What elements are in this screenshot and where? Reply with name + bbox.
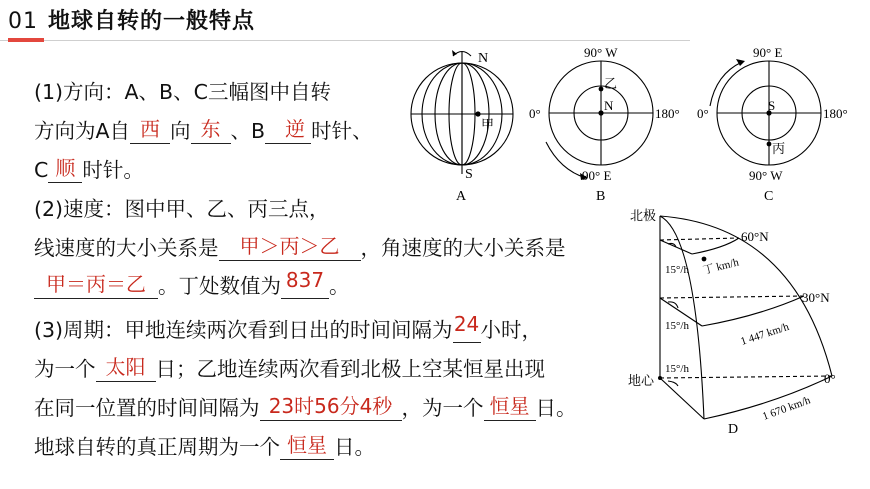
p3-l4-post: 日。 bbox=[334, 435, 375, 459]
answer-blank-true-period bbox=[280, 435, 334, 460]
answer-blank-b bbox=[265, 119, 311, 144]
fig-d-speed-60-unit: km/h bbox=[715, 256, 741, 274]
equator-radius-back bbox=[660, 376, 832, 378]
answer-angular-speed: 甲＝丙＝乙 bbox=[46, 272, 146, 296]
pole-point bbox=[598, 110, 603, 115]
fig-d-label: D bbox=[728, 422, 739, 437]
fig-d-speed-60 bbox=[702, 255, 741, 277]
p1-a-sep: 、B bbox=[230, 119, 266, 143]
fig-c-bottom-label: 90° W bbox=[749, 168, 783, 183]
answer-linear-speed: 甲＞丙＞乙 bbox=[239, 234, 340, 258]
fig-a-n-label: N bbox=[478, 51, 489, 66]
answer-blank-angular-speed bbox=[34, 274, 158, 299]
answer-blank-sidereal-time bbox=[260, 396, 402, 421]
answer-24h: 24 bbox=[453, 312, 480, 336]
answer-blank-solar-day bbox=[96, 357, 156, 382]
fig-d-angular-speed-0: 15°/h bbox=[665, 363, 689, 375]
answer-west: 西 bbox=[140, 117, 161, 141]
p3-l2-pre: 为一个 bbox=[34, 357, 96, 381]
fig-b-point-label: 乙 bbox=[604, 76, 618, 91]
fig-d-angular-speed-30: 15°/h bbox=[665, 320, 689, 332]
fig-a-s-label: S bbox=[465, 167, 473, 182]
fig-b-bottom-label: 90° E bbox=[582, 168, 612, 183]
fig-d-speed-0: 1 670 km/h bbox=[760, 394, 813, 423]
answer-b: 逆 bbox=[285, 117, 306, 141]
lat30-arc bbox=[702, 296, 804, 326]
answer-ding: 837 bbox=[285, 268, 325, 292]
p2-line3 bbox=[34, 269, 350, 299]
figure-c-polar-south bbox=[692, 44, 858, 206]
fig-d-lat60-label: 60°N bbox=[741, 229, 769, 244]
fig-d-angular-speed-60: 15°/h bbox=[665, 264, 689, 276]
fig-d-lat30-label: 30°N bbox=[802, 290, 830, 305]
p2-l3-mid: 。丁处数值为 bbox=[158, 274, 281, 298]
section-title bbox=[8, 4, 255, 35]
fig-b-right-label: 180° bbox=[655, 106, 680, 121]
p3-line1 bbox=[34, 313, 542, 343]
answer-blank-24h bbox=[453, 312, 481, 343]
lat30-radius-back bbox=[660, 296, 804, 298]
answer-blank-east bbox=[191, 119, 231, 144]
angle-mark bbox=[668, 381, 678, 386]
point-bing bbox=[767, 142, 772, 147]
p1-a-mid: 向 bbox=[170, 119, 191, 143]
p1-b-post: 时针、 bbox=[311, 119, 373, 143]
point-ding bbox=[702, 257, 707, 262]
answer-true-period: 恒星 bbox=[287, 433, 327, 457]
fig-c-left-label: 0° bbox=[697, 106, 709, 121]
lat60-arc bbox=[692, 238, 739, 254]
section-title-text: 地球自转的一般特点 bbox=[48, 9, 256, 34]
front-meridian bbox=[660, 216, 704, 419]
fig-c-center-label: S bbox=[768, 98, 776, 113]
fig-b-label: B bbox=[596, 189, 606, 204]
earth-center-point bbox=[658, 376, 662, 380]
answer-solar-day: 太阳 bbox=[105, 355, 146, 379]
title-divider bbox=[0, 40, 690, 41]
p2-line2 bbox=[34, 231, 566, 261]
p3-l2-post: 日；乙地连续两次看到北极上空某恒星出现 bbox=[155, 357, 545, 381]
p1-a-pre: 方向为A自 bbox=[34, 119, 131, 143]
p3-l4-pre: 地球自转的真正周期为一个 bbox=[34, 435, 280, 459]
figure-a-globe bbox=[400, 44, 530, 204]
answer-c: 顺 bbox=[55, 156, 76, 180]
fig-c-top-label: 90° E bbox=[753, 45, 783, 60]
fig-c-right-label: 180° bbox=[823, 106, 848, 121]
p2-l2-post: ，角速度的大小关系是 bbox=[360, 236, 566, 260]
fig-b-center-label: N bbox=[604, 98, 614, 113]
fig-b-top-label: 90° W bbox=[584, 45, 618, 60]
p2-l2-pre: 线速度的大小关系是 bbox=[34, 236, 219, 260]
fig-b-left-label: 0° bbox=[529, 106, 541, 121]
p3-l1-pre: (3)周期：甲地连续两次看到日出的时间间隔为 bbox=[34, 318, 453, 342]
answer-blank-linear-speed bbox=[219, 236, 361, 261]
p2-line1: (2)速度：图中甲、乙、丙三点， bbox=[34, 197, 330, 221]
p3-l3-mid: ，为一个 bbox=[401, 396, 484, 420]
point-jia bbox=[475, 111, 480, 116]
fig-d-lat0-label: 0° bbox=[824, 371, 836, 386]
title-accent-bar bbox=[8, 38, 44, 42]
p3-line4 bbox=[34, 430, 375, 460]
fig-a-point-label: 甲 bbox=[481, 117, 495, 132]
p1-line3 bbox=[34, 153, 144, 183]
lat60-radius-back bbox=[660, 238, 739, 240]
p3-line3 bbox=[34, 391, 577, 421]
figure-b-polar-north bbox=[524, 44, 690, 206]
p2-l3-post: 。 bbox=[329, 274, 350, 298]
equator-radius-front bbox=[660, 378, 704, 419]
fig-d-center-label: 地心 bbox=[628, 373, 655, 388]
p3-l1-post: 小时， bbox=[480, 318, 543, 342]
fig-d-speed-30: 1 447 km/h bbox=[739, 320, 791, 348]
p3-l3-post: 日。 bbox=[535, 396, 577, 420]
p1-c-post: 时针。 bbox=[82, 158, 144, 182]
fig-c-label: C bbox=[764, 189, 774, 204]
p1-line1: (1)方向：A、B、C三幅图中自转 bbox=[34, 80, 331, 104]
answer-blank-sidereal-day bbox=[484, 396, 536, 421]
answer-sidereal-day: 恒星 bbox=[489, 394, 530, 418]
p1-c-pre: C bbox=[34, 158, 49, 182]
answer-blank-ding bbox=[281, 268, 329, 299]
fig-d-north-pole-label: 北极 bbox=[630, 208, 657, 223]
answer-sidereal-time: 23时56分4秒 bbox=[268, 394, 393, 418]
p3-line2 bbox=[34, 352, 545, 382]
answer-blank-west bbox=[130, 119, 170, 144]
p3-l3-pre: 在同一位置的时间间隔为 bbox=[34, 396, 260, 420]
fig-d-speed-60-prefix: 丁 bbox=[701, 262, 716, 277]
p1-line2 bbox=[34, 114, 373, 144]
answer-blank-c bbox=[48, 158, 82, 183]
section-number: 01 bbox=[8, 9, 38, 34]
point-yi bbox=[599, 87, 604, 92]
fig-a-label: A bbox=[456, 189, 467, 204]
fig-c-point-label: 丙 bbox=[772, 141, 786, 156]
answer-east: 东 bbox=[200, 117, 221, 141]
figure-d-earth-sector bbox=[624, 204, 864, 440]
